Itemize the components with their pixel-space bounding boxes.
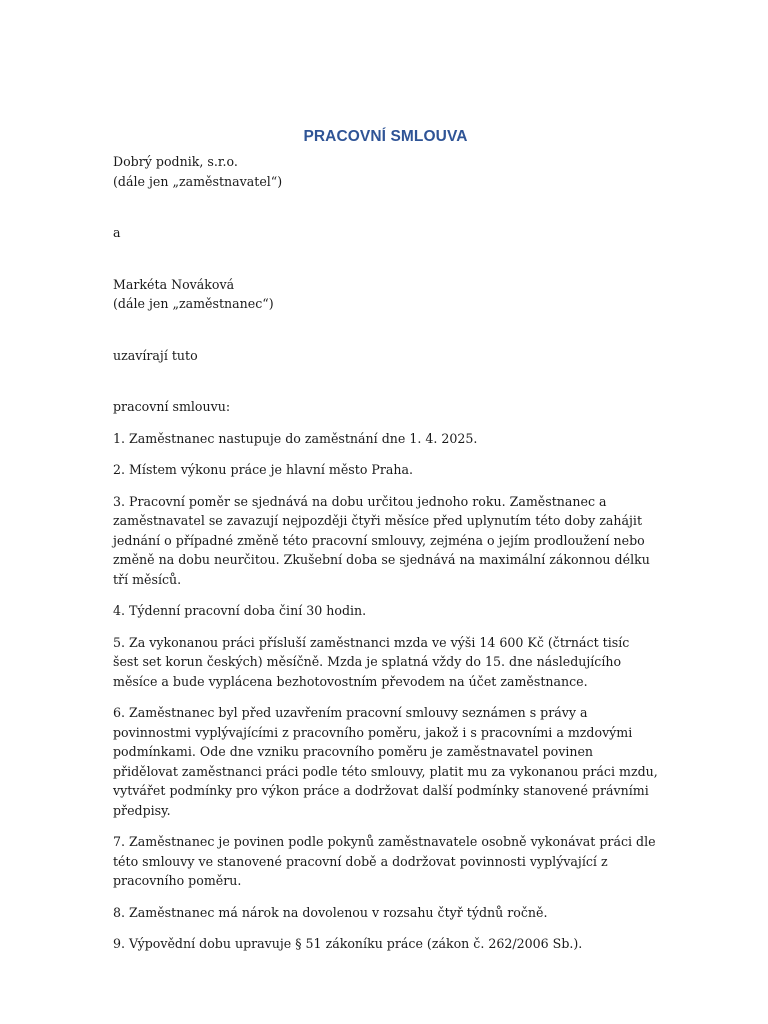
conclude-text: uzavírají tuto [113, 347, 198, 363]
employer-name: Dobrý podnik, s.r.o. [113, 154, 238, 169]
employer-block [113, 152, 658, 191]
document-body [113, 125, 658, 966]
clause-item: 9. Výpovědní dobu upravuje § 51 zákoníku práce (zákon č. 262/2006 Sb.). [113, 936, 583, 951]
clause-item: 8. Zaměstnanec má nárok na dovolenou v rozsahu čtyř týdnů ročně. [113, 904, 548, 920]
document-title: PRACOVNÍ SMLOUVA [303, 128, 468, 145]
employer-alias: (dále jen „zaměstnavatel“) [113, 173, 283, 189]
employee-block [113, 275, 658, 314]
clause-list [113, 429, 658, 954]
employee-alias: (dále jen „zaměstnanec“) [113, 296, 274, 311]
conjunction: a [113, 225, 121, 240]
clause-item: 6. Zaměstnanec byl před uzavřením pracovní smlouvy seznámen s právy a povinnostmi vyplývajícími z pracovního poměru, jakož i s pracovními a mzdovými podmínkami. Ode dne vzniku pracovního poměru je zaměstnavatel povinen přidělovat zaměstnanci práci podle této smlouvy, platit mu za vykonanou práci mzdu, vytvářet podmínky pro výkon práce a dodržovat další podmínky stanovené právními předpisy. [113, 705, 658, 818]
clause-item: 5. Za vykonanou práci přísluší zaměstnanci mzda ve výši 14 600 Kč (čtrnáct tisíc šest set korun českých) měsíčně. Mzda je splatná vždy do 15. dne následujícího měsíce a bude vyplácena bezhotovostním převodem na účet zaměstnance. [113, 634, 630, 689]
clause-item: 2. Místem výkonu práce je hlavní město Praha. [113, 462, 414, 477]
clause-item: 7. Zaměstnanec je povinen podle pokynů zaměstnavatele osobně vykonávat práci dle této smlouvy ve stanovené pracovní době a dodržovat povinnosti vyplývající z pracovního poměru. [113, 834, 656, 888]
contract-heading: pracovní smlouvu: [113, 399, 231, 414]
clause-item: 1. Zaměstnanec nastupuje do zaměstnání dne 1. 4. 2025. [113, 430, 478, 446]
clause-item: 3. Pracovní poměr se sjednává na dobu určitou jednoho roku. Zaměstnanec a zaměstnavatel se zavazují nejpozději čtyři měsíce před uplynutím této doby zahájit jednání o případné změně této pracovní smlouvy, zejména o jejím prodloužení nebo změně na dobu neurčitou. Zkušební doba se sjednává na maximální zákonnou délku tří měsíců. [113, 493, 650, 587]
clause-item: 4. Týdenní pracovní doba činí 30 hodin. [113, 603, 367, 618]
employee-name: Markéta Nováková [113, 276, 235, 292]
